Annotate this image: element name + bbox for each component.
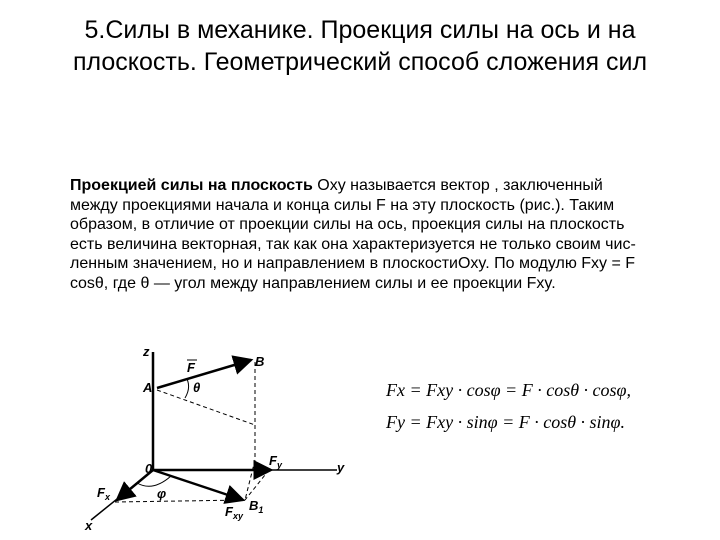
body-paragraph [70,176,645,341]
label-origin: 0 [145,461,153,476]
label-f: F [187,360,195,375]
label-fy: $F_y$ [269,453,282,470]
dashed-a-line [157,390,255,425]
label-b: B [255,354,265,369]
label-phi: φ [157,486,167,501]
label-a: A [143,380,153,395]
projection-formulas [380,372,710,442]
formula-fy: Fy = Fxy · sinφ = F · cosθ · sinφ. [386,412,626,432]
label-fx: $F_x$ [97,485,110,502]
slide-title: 5.Силы в механике. Проекция силы на ось и на плоскость. Геометрический способ сложения сил [72,16,648,76]
dashed-fx-line [115,500,245,502]
bold-term: Проекцией силы на плоскость [70,177,313,194]
label-theta: θ [193,380,201,395]
label-z: z [143,344,150,359]
fxy-vector [153,470,243,500]
label-fxy: $F_{xy}$ [225,504,243,521]
dashed-fy-line [245,470,269,500]
label-x: x [85,518,93,533]
theta-arc [185,379,189,398]
label-y: y [337,460,345,475]
force-projection-diagram [75,340,380,540]
formula-fx: Fx = Fxy · cosφ = F · cosθ · cosφ, [386,380,631,400]
paragraph-text: Oxy называется вектор , заключенный между проекциями начала и конца силы F на эту плоскость (рис.). Таким образом, в отличие от проекции силы на ось, проекция силы на плоскость есть величина векторная, так как она характеризуется не только своим чис-ленным значением, но и направлением в плоскостиOxy. По модулю Fxy = F cosθ, где θ — угол между направлением силы и ее проекции Fxy. [70,177,636,292]
label-b1: $B_1$ [249,498,264,515]
force-vector [157,360,251,388]
